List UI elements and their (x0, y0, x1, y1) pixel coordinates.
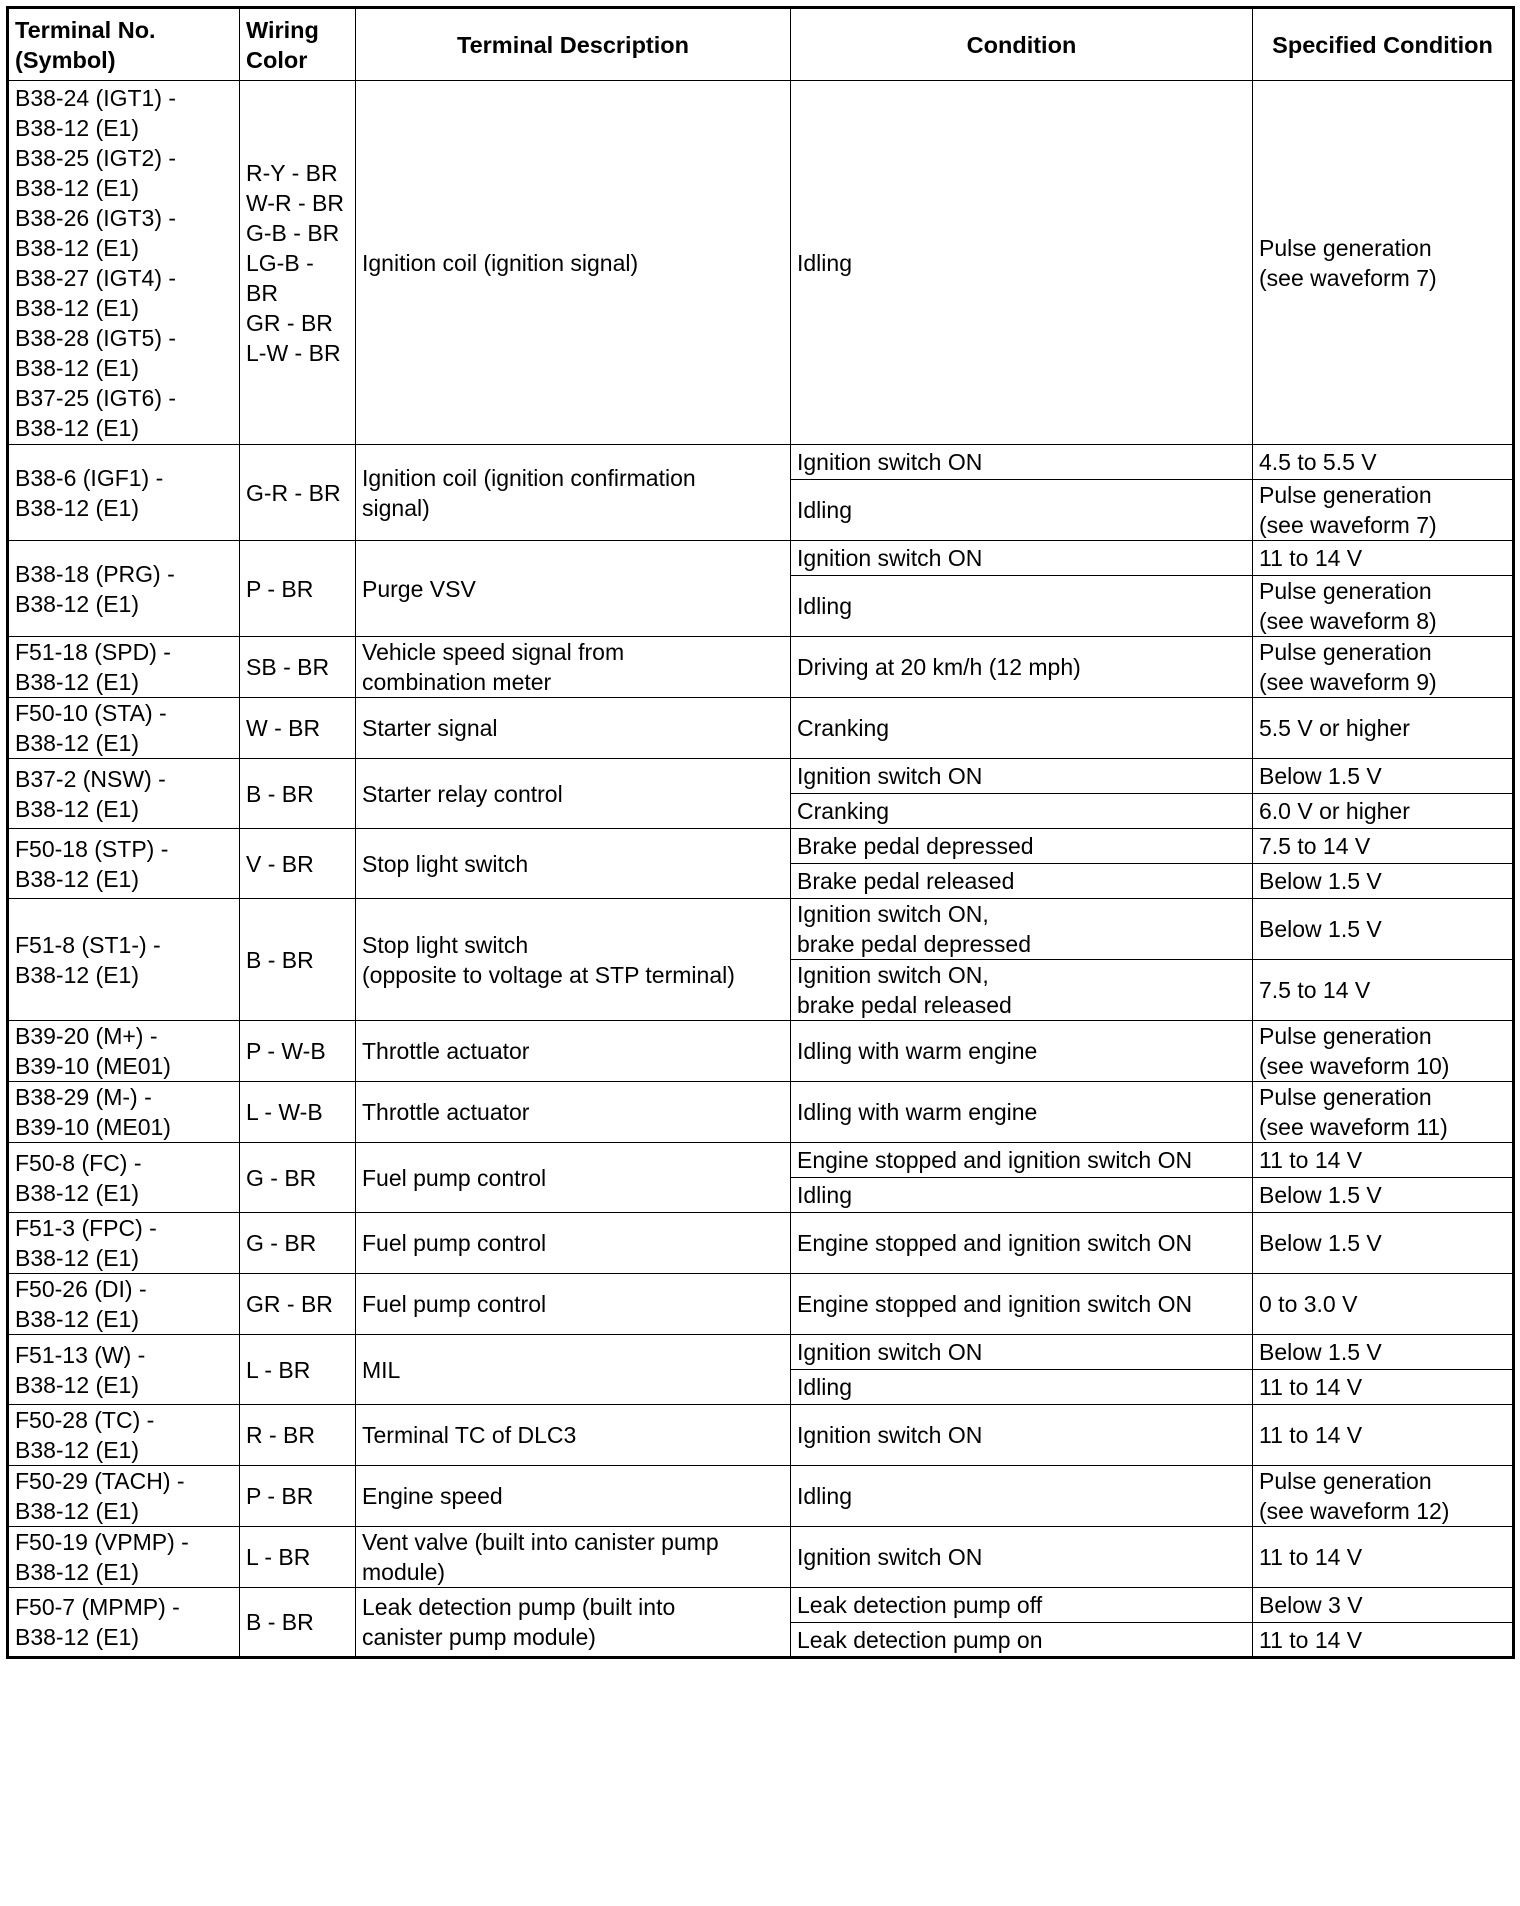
specified-condition-cell: Below 1.5 V (1253, 899, 1514, 960)
condition-cell: Idling (791, 480, 1253, 541)
table-row (8, 899, 1514, 960)
terminal-cell: B38-24 (IGT1) - B38-12 (E1) B38-25 (IGT2) - B38-12 (E1) B38-26 (IGT3) - B38-12 (E1) B38-27 (IGT4) - B38-12 (E1) B38-28 (IGT5) - B38-12 (E1) B37-25 (IGT6) - B38-12 (E1) (8, 81, 240, 445)
condition-cell: Idling (791, 1466, 1253, 1527)
table-row (8, 1335, 1514, 1370)
table-row (8, 1274, 1514, 1335)
condition-cell: Idling (791, 1370, 1253, 1405)
specified-condition-cell: Pulse generation (see waveform 7) (1253, 480, 1514, 541)
specified-condition-cell: 5.5 V or higher (1253, 698, 1514, 759)
terminal-description-cell: Purge VSV (356, 541, 791, 637)
condition-cell: Engine stopped and ignition switch ON (791, 1274, 1253, 1335)
table-row (8, 1021, 1514, 1082)
terminal-cell: F50-19 (VPMP) - B38-12 (E1) (8, 1527, 240, 1588)
wiring-color-cell: B - BR (240, 899, 356, 1021)
condition-cell: Leak detection pump off (791, 1588, 1253, 1623)
specified-condition-cell: Below 1.5 V (1253, 759, 1514, 794)
specified-condition-cell: 11 to 14 V (1253, 1623, 1514, 1658)
table-row (8, 829, 1514, 864)
table-row (8, 1405, 1514, 1466)
table-body (8, 81, 1514, 1658)
wiring-color-cell: P - W-B (240, 1021, 356, 1082)
wiring-color-cell: GR - BR (240, 1274, 356, 1335)
terminal-description-cell: Starter signal (356, 698, 791, 759)
table-row (8, 1213, 1514, 1274)
terminal-cell: B38-6 (IGF1) - B38-12 (E1) (8, 445, 240, 541)
terminal-cell: F51-18 (SPD) - B38-12 (E1) (8, 637, 240, 698)
terminal-description-cell: Vehicle speed signal from combination meter (356, 637, 791, 698)
specified-condition-cell: 7.5 to 14 V (1253, 960, 1514, 1021)
condition-cell: Cranking (791, 794, 1253, 829)
terminal-description-cell: Ignition coil (ignition signal) (356, 81, 791, 445)
condition-cell: Idling (791, 576, 1253, 637)
condition-cell: Idling (791, 81, 1253, 445)
terminal-description-cell: Vent valve (built into canister pump module) (356, 1527, 791, 1588)
condition-cell: Idling (791, 1178, 1253, 1213)
condition-cell: Leak detection pump on (791, 1623, 1253, 1658)
wiring-color-cell: G-R - BR (240, 445, 356, 541)
table-row (8, 541, 1514, 576)
condition-cell: Brake pedal released (791, 864, 1253, 899)
specified-condition-cell: Pulse generation (see waveform 7) (1253, 81, 1514, 445)
terminal-table (6, 6, 1515, 1659)
terminal-cell: F50-7 (MPMP) - B38-12 (E1) (8, 1588, 240, 1658)
condition-cell: Idling with warm engine (791, 1021, 1253, 1082)
terminal-cell: F51-13 (W) - B38-12 (E1) (8, 1335, 240, 1405)
condition-cell: Ignition switch ON (791, 1405, 1253, 1466)
table-row (8, 1527, 1514, 1588)
specified-condition-cell: Below 1.5 V (1253, 864, 1514, 899)
terminal-cell: B38-29 (M-) - B39-10 (ME01) (8, 1082, 240, 1143)
wiring-color-cell: SB - BR (240, 637, 356, 698)
terminal-cell: B37-2 (NSW) - B38-12 (E1) (8, 759, 240, 829)
header-specified-condition: Specified Condition (1253, 8, 1514, 81)
terminal-cell: F51-8 (ST1-) - B38-12 (E1) (8, 899, 240, 1021)
wiring-color-cell: P - BR (240, 541, 356, 637)
condition-cell: Ignition switch ON, brake pedal released (791, 960, 1253, 1021)
condition-cell: Ignition switch ON (791, 541, 1253, 576)
wiring-color-cell: R - BR (240, 1405, 356, 1466)
table-row (8, 759, 1514, 794)
condition-cell: Driving at 20 km/h (12 mph) (791, 637, 1253, 698)
specified-condition-cell: Pulse generation (see waveform 12) (1253, 1466, 1514, 1527)
specified-condition-cell: 11 to 14 V (1253, 1143, 1514, 1178)
wiring-color-cell: G - BR (240, 1213, 356, 1274)
specified-condition-cell: Pulse generation (see waveform 8) (1253, 576, 1514, 637)
condition-cell: Brake pedal depressed (791, 829, 1253, 864)
terminal-description-cell: Stop light switch (opposite to voltage at STP terminal) (356, 899, 791, 1021)
table-row (8, 698, 1514, 759)
terminal-description-cell: Fuel pump control (356, 1213, 791, 1274)
condition-cell: Idling with warm engine (791, 1082, 1253, 1143)
wiring-color-cell: W - BR (240, 698, 356, 759)
terminal-description-cell: Starter relay control (356, 759, 791, 829)
wiring-color-cell: L - BR (240, 1527, 356, 1588)
condition-cell: Cranking (791, 698, 1253, 759)
terminal-description-cell: Leak detection pump (built into canister pump module) (356, 1588, 791, 1658)
specified-condition-cell: 11 to 14 V (1253, 541, 1514, 576)
table-row (8, 445, 1514, 480)
condition-cell: Ignition switch ON, brake pedal depressed (791, 899, 1253, 960)
terminal-description-cell: Throttle actuator (356, 1021, 791, 1082)
terminal-description-cell: Fuel pump control (356, 1143, 791, 1213)
specified-condition-cell: Pulse generation (see waveform 9) (1253, 637, 1514, 698)
condition-cell: Ignition switch ON (791, 759, 1253, 794)
condition-cell: Ignition switch ON (791, 1527, 1253, 1588)
table-row (8, 1143, 1514, 1178)
header-condition: Condition (791, 8, 1253, 81)
wiring-color-cell: L - BR (240, 1335, 356, 1405)
condition-cell: Engine stopped and ignition switch ON (791, 1143, 1253, 1178)
terminal-cell: B39-20 (M+) - B39-10 (ME01) (8, 1021, 240, 1082)
specified-condition-cell: 11 to 14 V (1253, 1527, 1514, 1588)
wiring-color-cell: P - BR (240, 1466, 356, 1527)
wiring-color-cell: G - BR (240, 1143, 356, 1213)
wiring-color-cell: L - W-B (240, 1082, 356, 1143)
specified-condition-cell: 4.5 to 5.5 V (1253, 445, 1514, 480)
terminal-cell: F50-18 (STP) - B38-12 (E1) (8, 829, 240, 899)
terminal-description-cell: Stop light switch (356, 829, 791, 899)
specified-condition-cell: 7.5 to 14 V (1253, 829, 1514, 864)
header-row (8, 8, 1514, 81)
specified-condition-cell: 0 to 3.0 V (1253, 1274, 1514, 1335)
terminal-cell: B38-18 (PRG) - B38-12 (E1) (8, 541, 240, 637)
terminal-description-cell: Ignition coil (ignition confirmation signal) (356, 445, 791, 541)
specified-condition-cell: 11 to 14 V (1253, 1405, 1514, 1466)
terminal-cell: F50-29 (TACH) - B38-12 (E1) (8, 1466, 240, 1527)
terminal-description-cell: Engine speed (356, 1466, 791, 1527)
specified-condition-cell: Below 1.5 V (1253, 1213, 1514, 1274)
terminal-cell: F50-10 (STA) - B38-12 (E1) (8, 698, 240, 759)
terminal-description-cell: Fuel pump control (356, 1274, 791, 1335)
wiring-color-cell: B - BR (240, 759, 356, 829)
table-row (8, 1466, 1514, 1527)
condition-cell: Engine stopped and ignition switch ON (791, 1213, 1253, 1274)
terminal-cell: F50-8 (FC) - B38-12 (E1) (8, 1143, 240, 1213)
specified-condition-cell: 6.0 V or higher (1253, 794, 1514, 829)
terminal-description-cell: Terminal TC of DLC3 (356, 1405, 791, 1466)
terminal-cell: F51-3 (FPC) - B38-12 (E1) (8, 1213, 240, 1274)
wiring-color-cell: R-Y - BR W-R - BR G-B - BR LG-B - BR GR - BR L-W - BR (240, 81, 356, 445)
condition-cell: Ignition switch ON (791, 445, 1253, 480)
header-wiring-color: Wiring Color (240, 8, 356, 81)
header-terminal-description: Terminal Description (356, 8, 791, 81)
header-terminal: Terminal No. (Symbol) (8, 8, 240, 81)
specified-condition-cell: Below 1.5 V (1253, 1335, 1514, 1370)
condition-cell: Ignition switch ON (791, 1335, 1253, 1370)
table-row (8, 81, 1514, 445)
specified-condition-cell: 11 to 14 V (1253, 1370, 1514, 1405)
specified-condition-cell: Pulse generation (see waveform 11) (1253, 1082, 1514, 1143)
wiring-color-cell: B - BR (240, 1588, 356, 1658)
specified-condition-cell: Pulse generation (see waveform 10) (1253, 1021, 1514, 1082)
terminal-description-cell: MIL (356, 1335, 791, 1405)
table-row (8, 637, 1514, 698)
terminal-cell: F50-26 (DI) - B38-12 (E1) (8, 1274, 240, 1335)
terminal-cell: F50-28 (TC) - B38-12 (E1) (8, 1405, 240, 1466)
terminal-description-cell: Throttle actuator (356, 1082, 791, 1143)
terminal-spec-sheet (6, 6, 1512, 1659)
wiring-color-cell: V - BR (240, 829, 356, 899)
specified-condition-cell: Below 1.5 V (1253, 1178, 1514, 1213)
specified-condition-cell: Below 3 V (1253, 1588, 1514, 1623)
table-row (8, 1588, 1514, 1623)
table-row (8, 1082, 1514, 1143)
